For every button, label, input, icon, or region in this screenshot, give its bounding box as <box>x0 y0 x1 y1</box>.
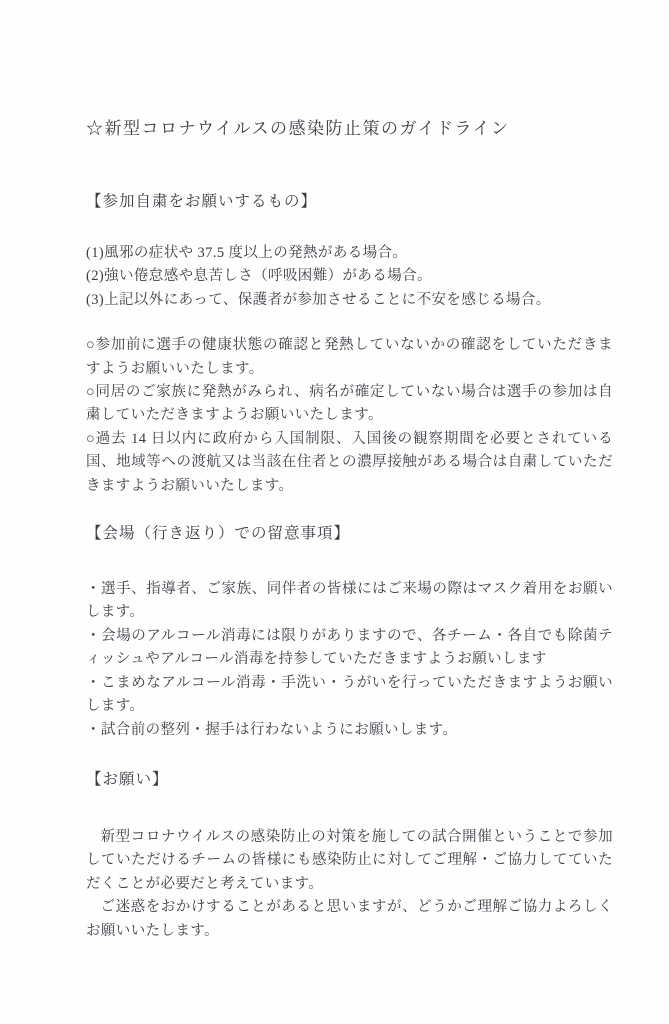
bullet-item-alcohol-bring: ・会場のアルコール消毒には限りがありますので、各チーム・各自でも除菌ティッシュやアルコール消毒を持参していただきますようお願いします <box>86 627 613 668</box>
restraint-request-paragraphs <box>86 334 613 498</box>
circle-paragraph-travel-restriction: ○過去 14 日以内に政府から入国制限、入国後の観察期間を必要とされている国、地域等への渡航又は当該在住者との濃厚接触がある場合は自粛していただきますようお願いいたします。 <box>86 430 613 494</box>
venue-notes-list <box>86 578 613 742</box>
numbered-item-3: (3)上記以外にあって、保護者が参加させることに不安を感じる場合。 <box>86 291 551 308</box>
restraint-conditions-list <box>86 242 613 312</box>
numbered-item-1: (1)風邪の症状や 37.5 度以上の発熱がある場合。 <box>86 245 408 261</box>
document-content <box>86 116 613 943</box>
section-heading-venue-notes: 【会場（行き返り）での留意事項】 <box>86 525 351 543</box>
closing-paragraph-apology: ご迷惑をおかけすることがあると思いますが、どうかご理解ご協力よろしくお願いいたします。 <box>86 899 613 939</box>
closing-paragraphs <box>86 826 613 943</box>
numbered-item-2: (2)強い倦怠感や息苦しさ（呼吸困難）がある場合。 <box>86 268 432 285</box>
closing-paragraph-understanding: 新型コロナウイルスの感染防止の対策を施しての試合開催ということで参加していただけるチームの皆様にも感染防止に対してご理解・ご協力してていただくことが必要だと考えています。 <box>86 828 613 892</box>
circle-paragraph-family-fever: ○同居のご家族に発熱がみられ、病名が確定していない場合は選手の参加は自粛していただきますようお願いいたします。 <box>86 384 613 424</box>
bullet-item-no-handshake: ・試合前の整列・握手は行わないようにお願いします。 <box>86 721 458 738</box>
document-title: ☆新型コロナウイルスの感染防止策のガイドライン <box>86 119 510 138</box>
circle-paragraph-health-check: ○参加前に選手の健康状態の確認と発熱していないかの確認をしていただきますようお願いいたします。 <box>86 337 613 377</box>
section-heading-participation-restraint: 【参加自粛をお願いするもの】 <box>86 193 318 210</box>
bullet-item-mask: ・選手、指導者、ご家族、同伴者の皆様にはご来場の際はマスク着用をお願いします。 <box>86 581 613 621</box>
bullet-item-disinfect-wash: ・こまめなアルコール消毒・手洗い・うがいを行っていただきますようお願いします。 <box>86 674 613 715</box>
section-heading-request: 【お願い】 <box>86 770 169 788</box>
